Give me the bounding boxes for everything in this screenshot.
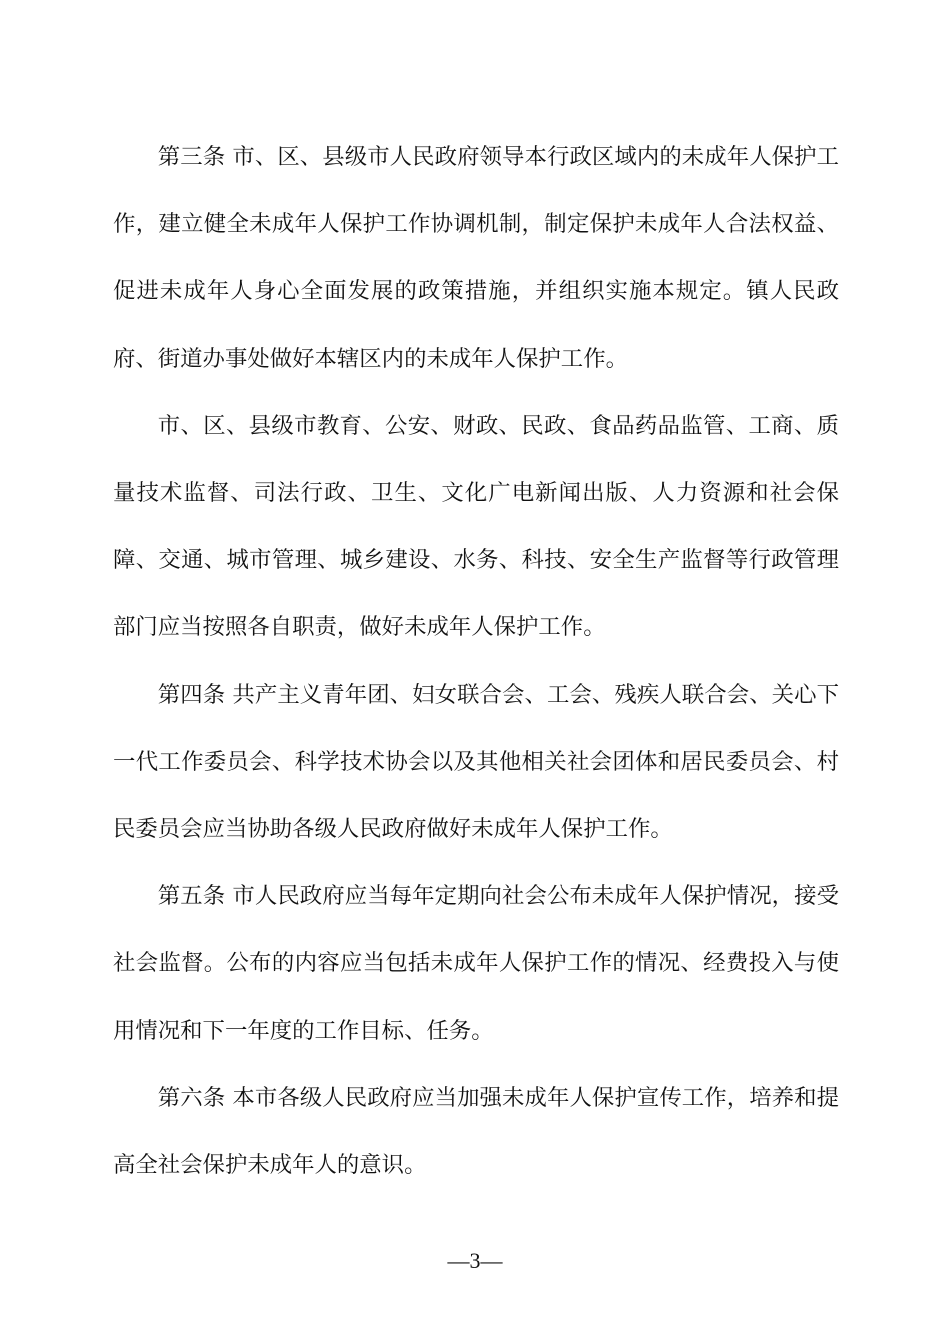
paragraph-article-3-departments: 市、区、县级市教育、公安、财政、民政、食品药品监管、工商、质量技术监督、司法行政、卫生、文化广电新闻出版、人力资源和社会保障、交通、城市管理、城乡建设、水务、科技、安全生产监督等行政管理部门应当按照各自职责，做好未成年人保护工作。 [113, 412, 839, 641]
document-body [113, 124, 839, 1199]
paragraph-article-5: 第五条 市人民政府应当每年定期向社会公布未成年人保护情况，接受社会监督。公布的内容应当包括未成年人保护工作的情况、经费投入与使用情况和下一年度的工作目标、任务。 [113, 883, 839, 1044]
page-number: —3— [447, 1248, 503, 1273]
paragraph-article-6: 第六条 本市各级人民政府应当加强未成年人保护宣传工作，培养和提高全社会保护未成年人的意识。 [113, 1084, 839, 1179]
paragraph-article-3: 第三条 市、区、县级市人民政府领导本行政区域内的未成年人保护工作，建立健全未成年人保护工作协调机制，制定保护未成年人合法权益、促进未成年人身心全面发展的政策措施，并组织实施本规定。镇人民政府、街道办事处做好本辖区内的未成年人保护工作。 [113, 144, 839, 372]
paragraph-article-4: 第四条 共产主义青年团、妇女联合会、工会、残疾人联合会、关心下一代工作委员会、科学技术协会以及其他相关社会团体和居民委员会、村民委员会应当协助各级人民政府做好未成年人保护工作。 [113, 681, 839, 843]
